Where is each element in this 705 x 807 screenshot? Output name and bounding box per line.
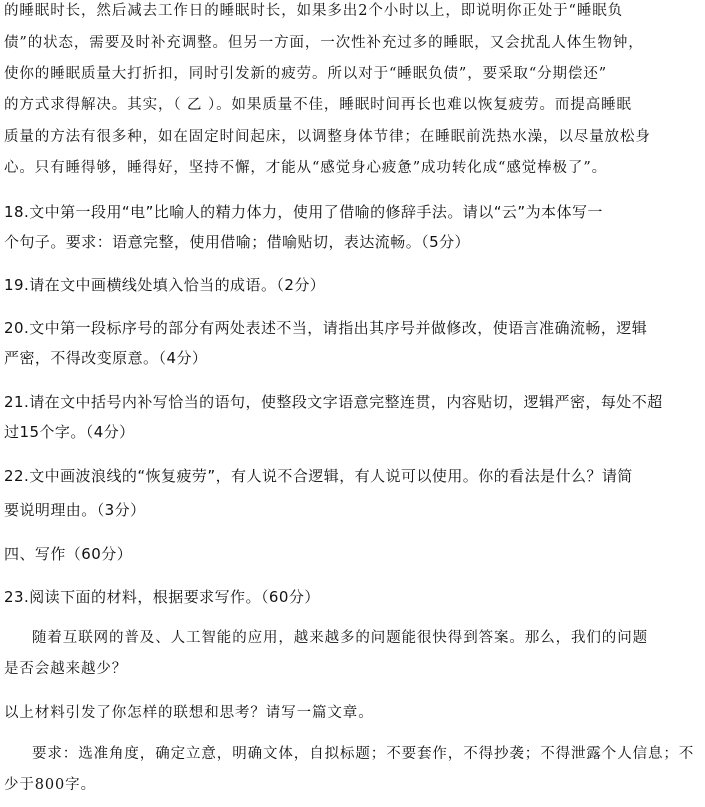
question-18-line-1: 18.文中第一段用“电”比喻人的精力体力，使用了借喻的修辞手法。请以“云”为本体写一 (4, 203, 603, 221)
material-line-2: 是否会越来越少？ (4, 661, 128, 677)
passage-line-1: 的睡眠时长，然后减去工作日的睡眠时长，如果多出2个小时以上，即说明你正处于“睡眠负 (4, 3, 624, 19)
writing-prompt: 以上材料引发了你怎样的联想和思考？请写一篇文章。 (4, 705, 374, 721)
passage-line-6: 心。只有睡得够，睡得好，坚持不懈，才能从“感觉身心疲惫”成功转化成“感觉棒极了”。 (4, 160, 608, 176)
section-title-writing: 四、写作（60分） (4, 545, 133, 563)
passage-line-2: 债”的状态，需要及时补充调整。但另一方面，一次性补充过多的睡眠，又会扰乱人体生物钟， (4, 35, 644, 51)
question-21-line-1: 21.请在文中括号内补写恰当的语句，使整段文字语意完整连贯，内容贴切，逻辑严密，每处不超 (4, 393, 663, 411)
question-22-line-1: 22.文中画波浪线的“恢复疲劳”，有人说不合逻辑，有人说可以使用。你的看法是什么？请简 (4, 467, 633, 485)
question-23: 23.阅读下面的材料，根据要求写作。（60分） (4, 588, 320, 606)
question-19: 19.请在文中画横线处填入恰当的成语。（2分） (4, 276, 326, 294)
requirements-line-2: 少于800字。 (4, 777, 96, 793)
passage-line-3: 使你的睡眠质量大打折扣，同时引发新的疲劳。所以对于“睡眠负债”，要采取“分期偿还” (4, 66, 608, 82)
question-22-line-2: 要说明理由。（3分） (4, 501, 146, 519)
question-18-line-2: 个句子。要求：语意完整，使用借喻；借喻贴切，表达流畅。（5分） (4, 233, 470, 251)
passage-line-4: 的方式求得解决。其实，（ 乙 ）。如果质量不佳，睡眠时间再长也难以恢复疲劳。而提高睡眠 (4, 97, 632, 113)
requirements-line-1: 要求：选准角度，确定立意，明确文体，自拟标题；不要套作，不得抄袭；不得泄露个人信息；不 (32, 746, 695, 762)
question-21-line-2: 过15个字。（4分） (4, 423, 135, 441)
question-20-line-2: 严密，不得改变原意。（4分） (4, 349, 208, 367)
material-line-1: 随着互联网的普及、人工智能的应用，越来越多的问题能很快得到答案。那么，我们的问题 (32, 630, 648, 646)
question-20-line-1: 20.文中第一段标序号的部分有两处表述不当，请指出其序号并做修改，使语言准确流畅，逻辑 (4, 319, 648, 337)
passage-line-5: 质量的方法有很多种，如在固定时间起床，以调整身体节律；在睡眠前洗热水澡，以尽量放松身 (4, 129, 651, 145)
